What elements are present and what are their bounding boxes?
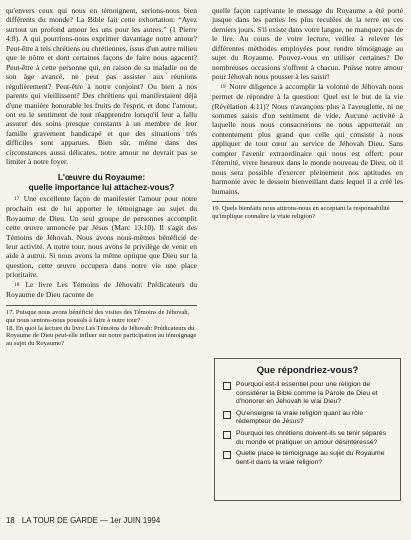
study-questions-left — [6, 309, 197, 349]
paragraph-18 — [6, 280, 197, 300]
study-questions-right — [212, 205, 403, 221]
review-item-text: Pourquoi les chrétiens doivent-ils se tenir séparés du monde et pratiquer un amour désintéressé? — [236, 429, 386, 446]
review-box — [214, 358, 401, 501]
paragraph-19 — [212, 82, 403, 196]
paragraph-17 — [6, 194, 197, 280]
paragraph-17-text: Une excellente façon de manifester l'amour pour notre prochain est de lui apporter le témoignage au sujet du Royaume de Dieu. Un seul groupe de personnes accomplit cette œuvre annoncée par Jésus (Marc 13:10). Il s'agit des Témoins de Jéhovah. Nous avons nous-mêmes bénéficié de leur activité. A notre tour, nous avons le privilège de venir en aide à autrui. Si nous avons la même optique que Dieu sur la question, cette œuvre occupera dans notre vie une place prioritaire. — [6, 193, 197, 280]
paragraph-18-text: Le livre Les Témoins de Jéhovah: Prédicateurs du Royaume de Dieu raconte de — [6, 279, 198, 300]
checkbox-square-icon — [223, 451, 231, 459]
subheading-line-2: quelle importance lui attachez-vous? — [28, 181, 175, 192]
paragraph-16-continued: qu'envers ceux qui nous en témoignent, serions-nous bien différents du monde? La Bible fait cette exhortation: “Ayez surtout un profond amour les uns pour les autres.” (1 Pierre 4:8). A qui pourrions-nous exprimer davantage notre amour? Peut-être à tels chrétiens ou chrétiennes, issus d'un autre milieu que le nôtre et dont certaines façons de faire nous agacent? Peut-être à cette personne qui, en raison de sa maladie ou de son âge avancé, ne peut pas assister aux réunions régulièrement? Peut-être à notre conjoint? Ou bien à nos parents qui vieillissent? Des chrétiens qui manifestaient déjà d'une manière honorable les fruits de l'esprit, et donc l'amour, ont eu le sentiment de tout réapprendre lorsqu'il leur a fallu assurer des soins presque constants à un membre de leur famille gravement handicapé et que des situations très difficiles sont apparues. Bien sûr, même dans des circonstances aussi délicates, notre amour ne devrait pas se limiter à notre foyer. — [6, 6, 197, 167]
review-item — [221, 450, 394, 467]
page-number: 18 — [6, 516, 15, 525]
paragraph-number-19: 19 — [220, 83, 226, 90]
question-18: 18. En quoi la lecture du livre Les Témoins de Jéhovah: Prédicateurs du Royaume de Dieu peut-elle influer sur notre participation au témoignage au sujet du Royaume? — [6, 324, 197, 348]
paragraph-number-18: 18 — [14, 281, 20, 288]
question-17: 17. Puisque nous avons bénéficié des visites des Témoins de Jéhovah, que nous sentons-nous poussés à faire à notre tour? — [6, 308, 190, 324]
page-footer — [6, 516, 160, 525]
review-item-text: Pourquoi est-il essentiel pour une religion de considérer la Bible comme la Parole de Dieu et d'honorer en Jéhovah le vrai Dieu? — [236, 381, 378, 406]
checkbox-square-icon — [223, 431, 231, 439]
review-item — [221, 381, 394, 407]
review-item — [221, 430, 394, 447]
checkbox-square-icon — [223, 382, 231, 390]
subheading — [6, 172, 197, 192]
publication-title: LA TOUR DE GARDE — 1er JUIN 1994 — [21, 516, 161, 525]
right-column — [212, 6, 403, 221]
subheading-line-1: L'œuvre du Royaume: — [57, 171, 146, 182]
questions-divider — [6, 305, 197, 306]
left-column — [6, 6, 197, 348]
questions-divider-right — [212, 201, 403, 202]
paragraph-19-text: Notre diligence à accomplir la volonté de Jéhovah nous permet de répondre à la question: Quel est le but de la vie (Révélation 4:11)? Nous n'avançons plus à l'aveuglette, ni ne sommes saisis d'un sentiment de vide. Aucune activité à laquelle nous nous consacrerions ne nous apporterait un contentement plus grand que celle qui consiste à nous appliquer de tout cœur au service de Jéhovah Dieu. Sans compter l'avenir extraordinaire qui nous est offert: pour l'éternité, vivre heureux dans le monde nouveau de Dieu, où il nous sera possible d'exercer pleinement nos aptitudes en harmonie avec le dessein bienveillant dans lequel il a créé les humains. — [212, 81, 404, 196]
review-item-text: Quelle place le témoignage au sujet du Royaume tient-il dans la vraie religion? — [236, 450, 385, 466]
paragraph-18-continued: quelle façon captivante le message du Royaume a été porté jusque dans les parties les plus reculées de la terre en ces derniers jours. S'il existe dans votre langue, ne manquez pas de le lire. Au cours de votre lecture, veillez à relever les différentes méthodes employées pour rendre témoignage au sujet du Royaume. Pouvez-vous en utiliser certaines? De nombreuses occasions s'offrent à chacun. Puisse notre amour pour Jéhovah nous pousser à les saisir! — [212, 6, 403, 82]
checkbox-square-icon — [223, 411, 231, 419]
review-item-text: Qu'enseigne la vraie religion quant au rôle rédempteur de Jésus? — [236, 409, 364, 426]
review-box-title: Que répondriez-vous? — [256, 365, 359, 376]
review-item — [221, 410, 394, 427]
paragraph-number-17: 17 — [14, 195, 20, 202]
question-19: 19. Quels bienfaits nous attirons-nous en acceptant la responsabilité qu'implique connaître la vraie religion? — [212, 205, 390, 220]
